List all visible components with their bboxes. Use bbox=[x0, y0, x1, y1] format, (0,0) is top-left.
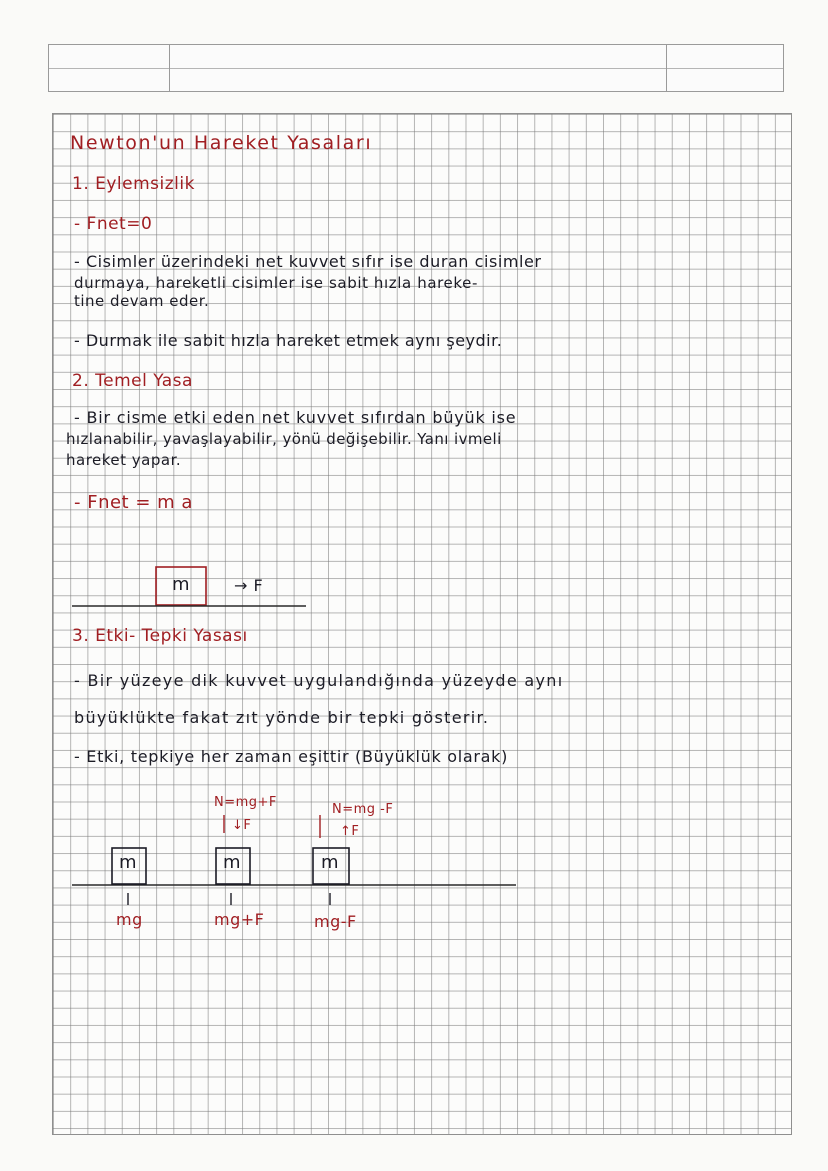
mass-label: m bbox=[119, 852, 138, 873]
section1-line: - Cisimler üzerindeki net kuvvet sıfır ise duran cisimler bbox=[74, 252, 542, 271]
section1-heading: 1. Eylemsizlik bbox=[72, 174, 195, 194]
normal-label: N=mg+F bbox=[214, 795, 277, 810]
force-label: → F bbox=[234, 576, 264, 595]
applied-force-label: ↓F bbox=[232, 818, 252, 833]
mass-label: m bbox=[321, 852, 340, 873]
section1-line: durmaya, hareketli cisimler ise sabit hızla hareke- bbox=[74, 274, 478, 292]
section2-line: hızlanabilir, yavaşlayabilir, yönü değişebilir. Yanı ivmeli bbox=[66, 430, 502, 448]
section2-heading: 2. Temel Yasa bbox=[72, 371, 193, 391]
weight-label: mg-F bbox=[314, 912, 357, 931]
weight-label: mg bbox=[116, 910, 143, 929]
section1-line: tine devam eder. bbox=[74, 292, 210, 310]
section2-line: - Bir cisme etki eden net kuvvet sıfırdan büyük ise bbox=[74, 408, 517, 427]
normal-label: N=mg -F bbox=[332, 802, 394, 817]
section3-line: - Bir yüzeye dik kuvvet uygulandığında yüzeyde aynı bbox=[74, 671, 564, 690]
section2-line: hareket yapar. bbox=[66, 451, 182, 469]
weight-label: mg+F bbox=[214, 910, 265, 929]
mass-label: m bbox=[172, 574, 191, 595]
section3-heading: 3. Etki- Tepki Yasası bbox=[72, 626, 248, 646]
section2-formula: - Fnet = m a bbox=[74, 492, 193, 513]
mass-label: m bbox=[223, 852, 242, 873]
section1-line: - Durmak ile sabit hızla hareket etmek aynı şeydir. bbox=[74, 331, 503, 350]
section3-line: - Etki, tepkiye her zaman eşittir (Büyüklük olarak) bbox=[74, 747, 509, 766]
page-title: Newton'un Hareket Yasaları bbox=[70, 132, 373, 154]
section1-formula: - Fnet=0 bbox=[74, 214, 153, 234]
section3-line: büyüklükte fakat zıt yönde bir tepki gösterir. bbox=[74, 708, 490, 727]
applied-force-label: ↑F bbox=[340, 824, 360, 839]
